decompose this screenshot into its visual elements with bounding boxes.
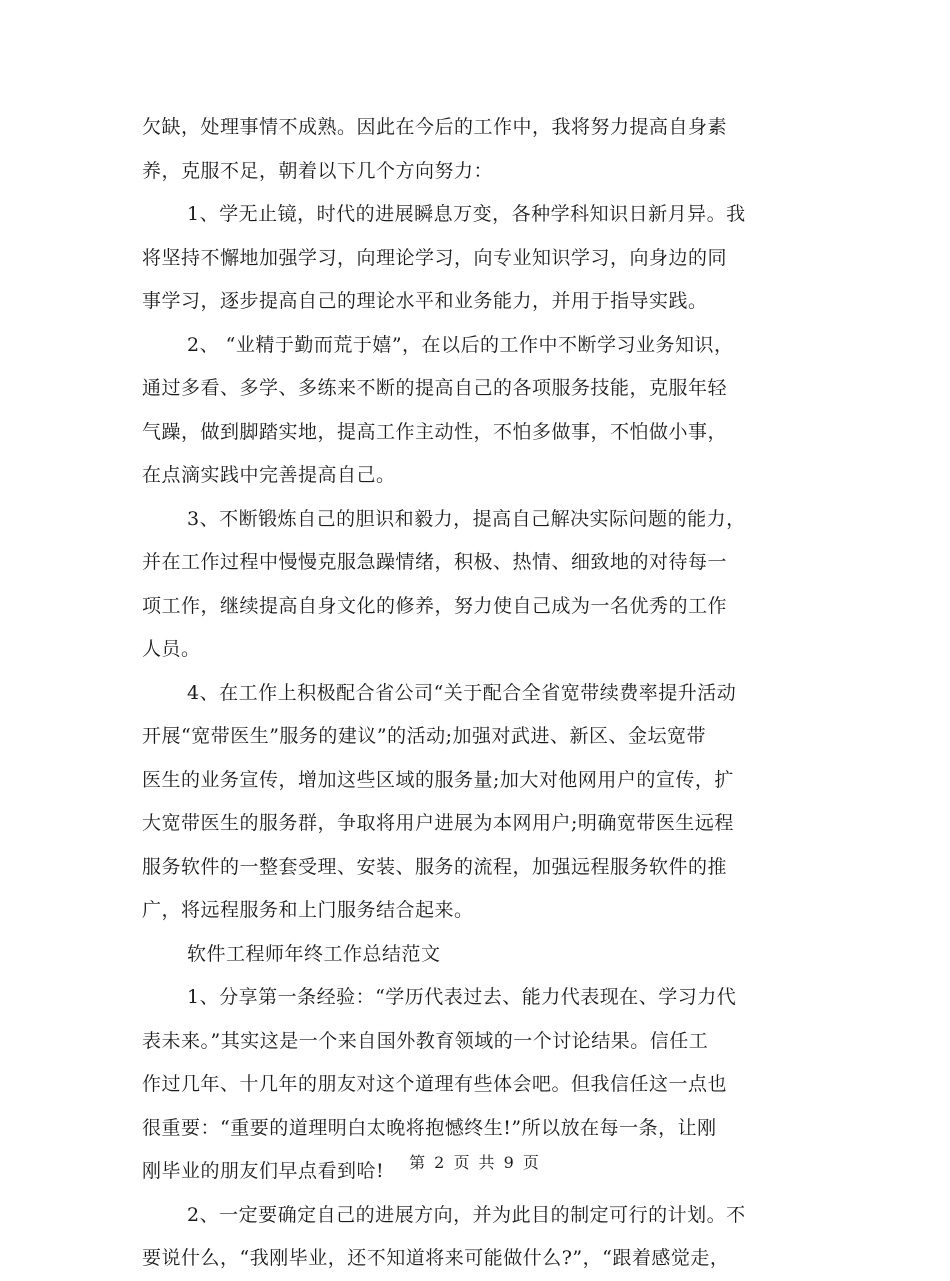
text-line: 气躁，做到脚踏实地，提高工作主动性，不怕多做事，不怕做小事， xyxy=(142,420,728,443)
text-line: 很重要：“重要的道理明白太晚将抱憾终生!”所以放在每一条，让刚 xyxy=(142,1116,717,1139)
text-line: 表未来。”其实这是一个来自国外教育领域的一个讨论结果。信任工 xyxy=(142,1029,709,1052)
text-line: 通过多看、多学、多练来不断的提高自己的各项服务技能，克服年轻 xyxy=(142,377,728,399)
text-line: 软件工程师年终工作总结范文 xyxy=(187,942,441,965)
text-line: 广，将远程服务和上门服务结合起来。 xyxy=(142,899,474,921)
text-line: 1、学无止镜，时代的进展瞬息万变，各种学科知识日新月异。我 xyxy=(187,203,746,225)
text-line: 在点滴实践中完善提高自己。 xyxy=(142,464,396,486)
text-line: 作过几年、十几年的朋友对这个道理有些体会吧。但我信任这一点也 xyxy=(142,1073,728,1095)
text-line: 将坚持不懈地加强学习，向理论学习，向专业知识学习，向身边的同 xyxy=(142,246,728,269)
text-line: 人员。 xyxy=(142,638,201,660)
text-line: 4、在工作上积极配合省公司“关于配合全省宽带续费率提升活动 xyxy=(187,681,737,704)
body-text xyxy=(142,106,812,1281)
text-line: 医生的业务宣传，增加这些区域的服务量;加大对他网用户的宣传，扩 xyxy=(142,768,734,791)
text-line: 项工作，继续提高自身文化的修养，努力使自己成为一名优秀的工作 xyxy=(142,594,728,617)
page-footer: 第 2 页 共 9 页 xyxy=(409,1153,541,1172)
text-line: 服务软件的一整套受理、安装、服务的流程，加强远程服务软件的推 xyxy=(142,855,728,878)
text-line: 大宽带医生的服务群，争取将用户进展为本网用户;明确宽带医生远程 xyxy=(142,812,734,834)
text-line: 要说什么，“我刚毕业，还不知道将来可能做什么?”，“跟着感觉走， xyxy=(142,1247,730,1269)
text-line: 刚毕业的朋友们早点看到哈! xyxy=(142,1160,385,1182)
text-line: 并在工作过程中慢慢克服急躁情绪，积极、热情、细致地的对待每一 xyxy=(142,551,728,573)
text-line: 2、 “业精于勤而荒于嬉”，在以后的工作中不断学习业务知识， xyxy=(187,333,734,356)
text-line: 养，克服不足，朝着以下几个方向努力： xyxy=(142,159,494,182)
text-line: 事学习，逐步提高自己的理论水平和业务能力，并用于指导实践。 xyxy=(142,290,708,312)
text-line: 1、分享第一条经验：“学历代表过去、能力代表现在、学习力代 xyxy=(187,986,737,1008)
text-line: 开展“宽带医生”服务的建议”的活动;加强对武进、新区、金坛宽带 xyxy=(142,725,707,747)
text-line: 2、一定要确定自己的进展方向，并为此目的制定可行的计划。不 xyxy=(187,1203,746,1226)
text-line: 3、不断锻炼自己的胆识和毅力，提高自己解决实际问题的能力， xyxy=(187,507,746,530)
text-line: 欠缺，处理事情不成熟。因此在今后的工作中，我将努力提高自身素 xyxy=(142,116,728,138)
